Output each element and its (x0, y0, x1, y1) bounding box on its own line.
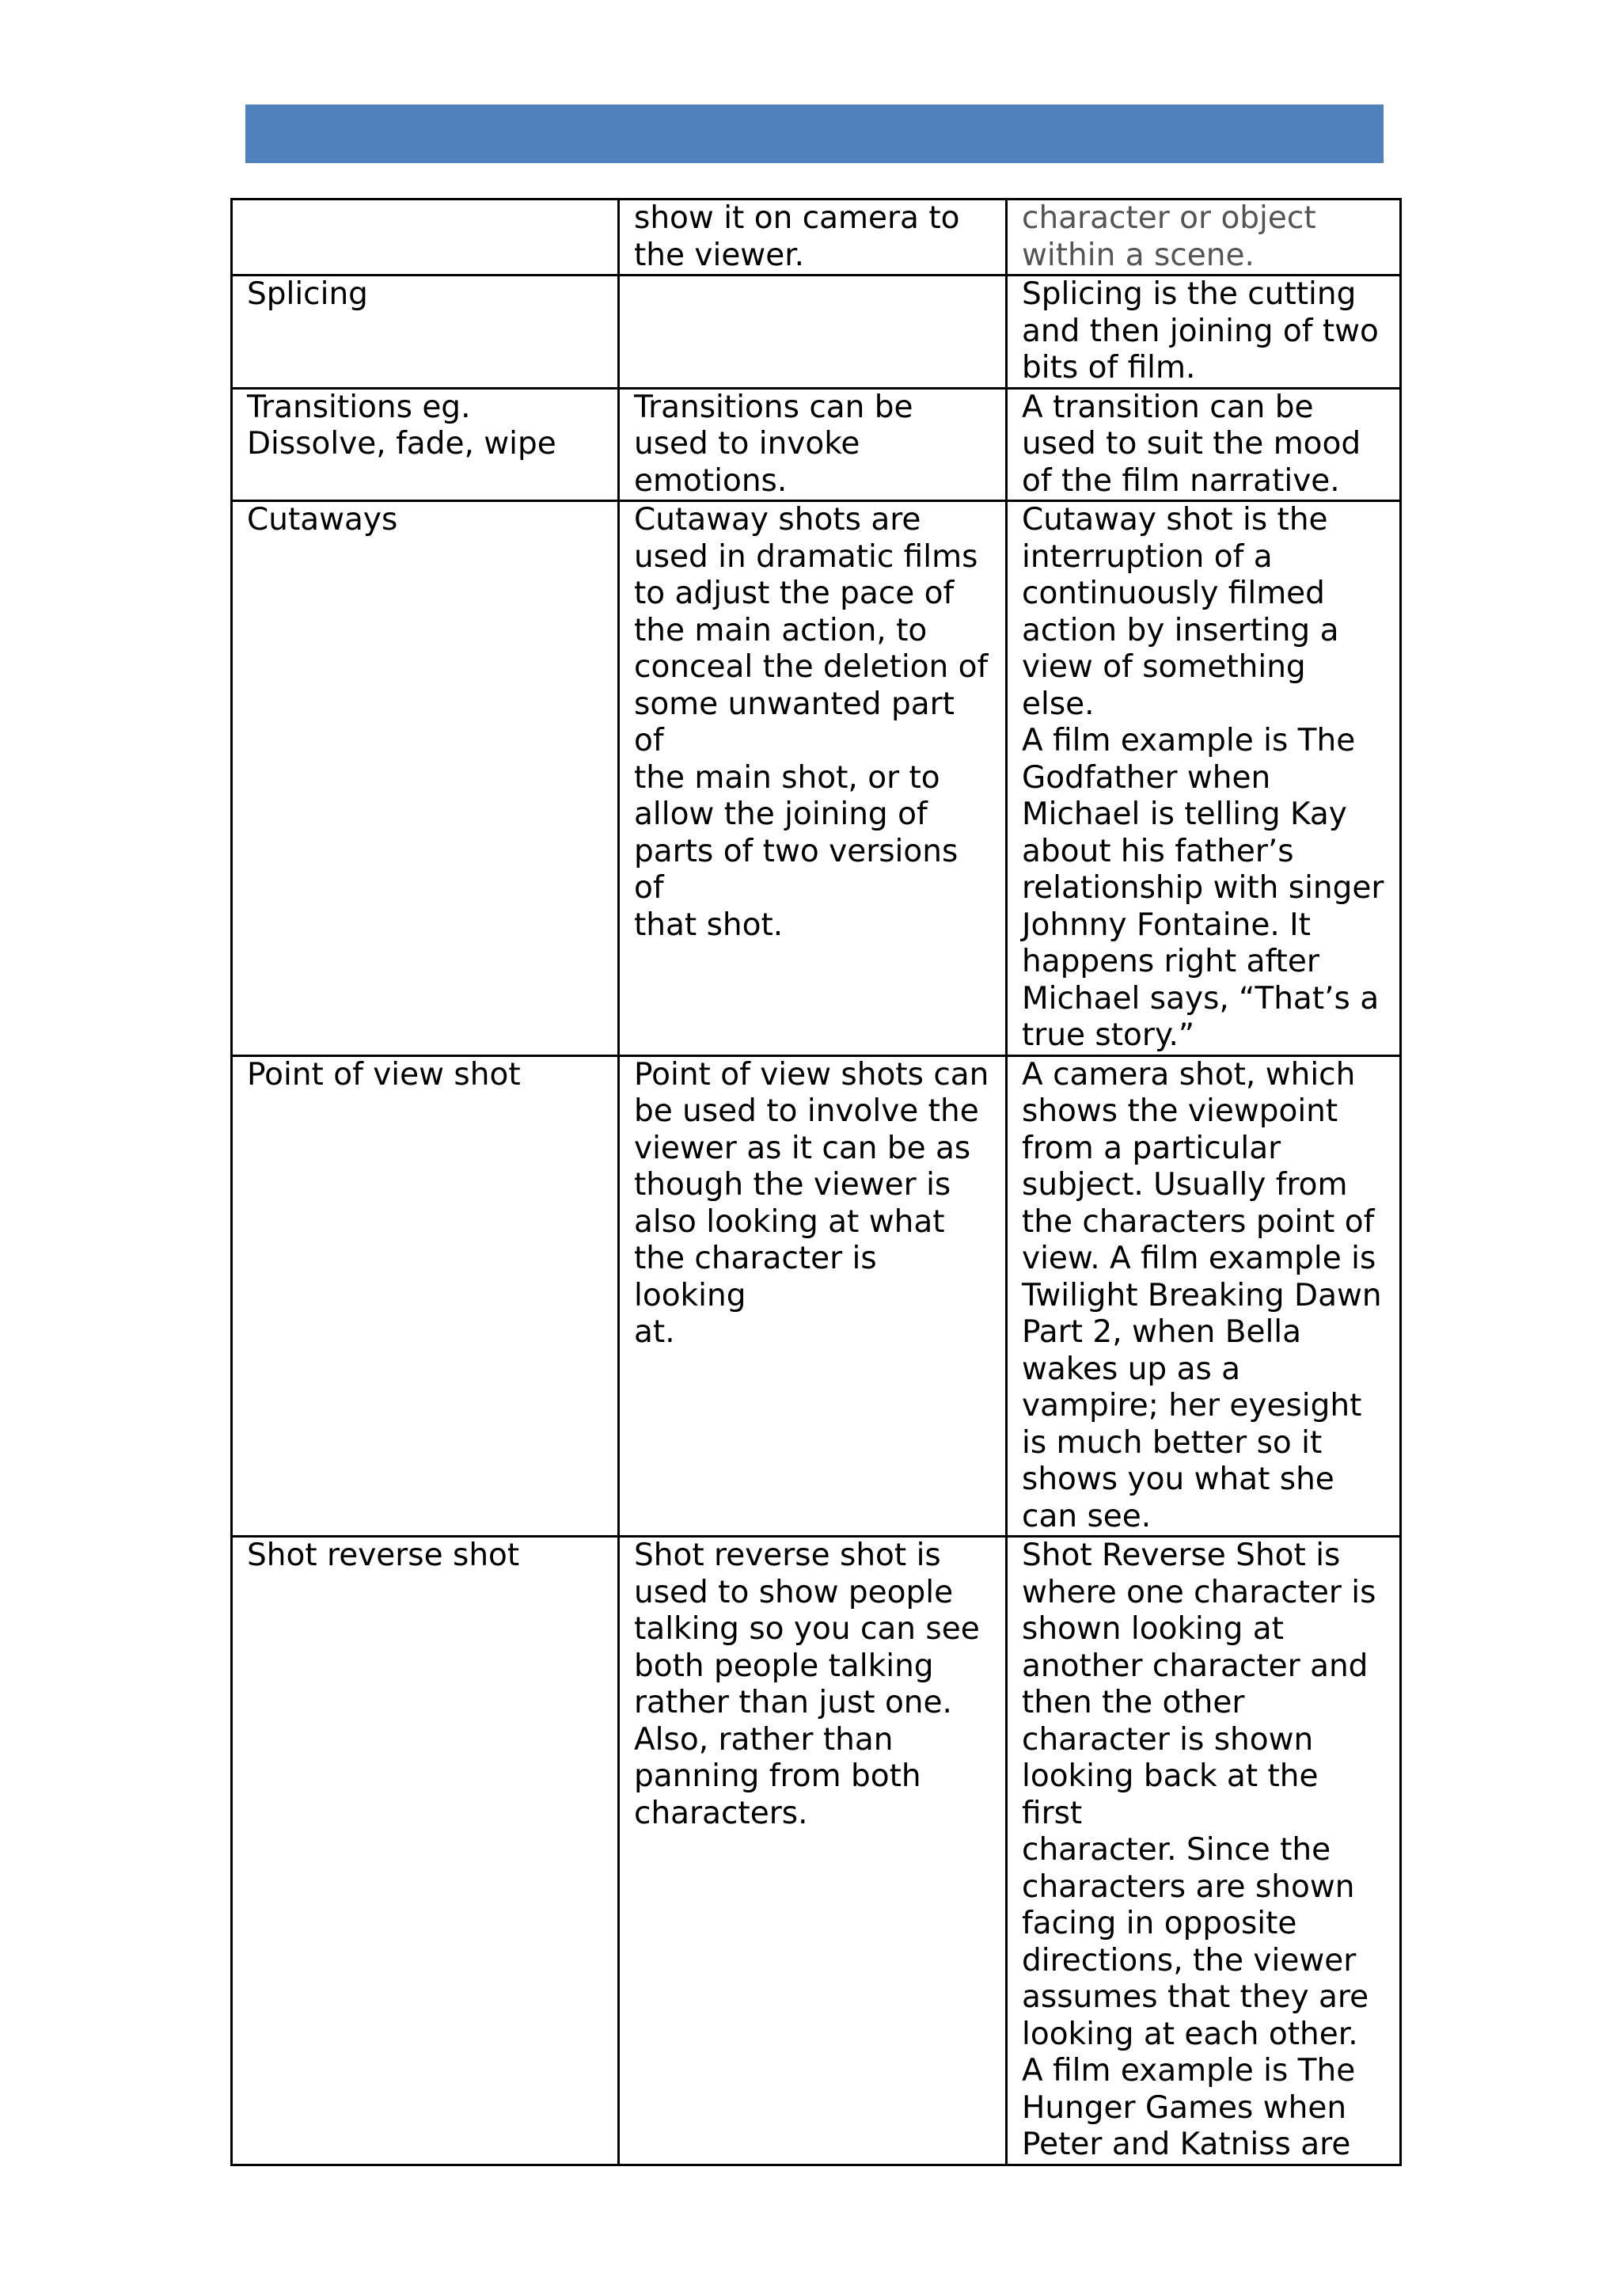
definition-cell: Splicing is the cutting and then joining of two bits of film. (1007, 276, 1401, 389)
definition-cell: A transition can be used to suit the mood of the film narrative. (1007, 388, 1401, 501)
header-bar (245, 105, 1384, 163)
table-row (232, 276, 1401, 389)
definition-cell: Shot Reverse Shot is where one character is shown looking at another character and then the other character is shown looking back at the first character. Since the characters are shown facing in opposite directions, the viewer assumes that they are looking at each other. A film example is The Hunger Games when Peter and Katniss are (1007, 1537, 1401, 2165)
term-cell (232, 200, 619, 276)
term-cell: Point of view shot (232, 1055, 619, 1537)
table-row (232, 1537, 1401, 2165)
use-cell: Point of view shots can be used to involve the viewer as it can be as though the viewer is also looking at what the character is looking at. (619, 1055, 1007, 1537)
film-techniques-table (230, 198, 1402, 2166)
term-cell: Transitions eg. Dissolve, fade, wipe (232, 388, 619, 501)
use-cell: Transitions can be used to invoke emotions. (619, 388, 1007, 501)
term-cell: Splicing (232, 276, 619, 389)
table-row (232, 1055, 1401, 1537)
use-cell: Cutaway shots are used in dramatic films to adjust the pace of the main action, to conceal the deletion of some unwanted part of the main shot, or to allow the joining of parts of two versions of that shot. (619, 501, 1007, 1056)
table-row (232, 501, 1401, 1056)
use-cell: show it on camera to the viewer. (619, 200, 1007, 276)
definition-cell: A camera shot, which shows the viewpoint from a particular subject. Usually from the characters point of view. A film example is Twilight Breaking Dawn Part 2, when Bella wakes up as a vampire; her eyesight is much better so it shows you what she can see. (1007, 1055, 1401, 1537)
use-cell: Shot reverse shot is used to show people talking so you can see both people talking rather than just one. Also, rather than panning from both characters. (619, 1537, 1007, 2165)
use-cell (619, 276, 1007, 389)
definition-cell: character or object within a scene. (1007, 200, 1401, 276)
table-row (232, 388, 1401, 501)
definition-cell: Cutaway shot is the interruption of a continuously filmed action by inserting a view of something else. A film example is The Godfather when Michael is telling Kay about his father’s relationship with singer Johnny Fontaine. It happens right after Michael says, “That’s a true story.” (1007, 501, 1401, 1056)
table-row (232, 200, 1401, 276)
term-cell: Shot reverse shot (232, 1537, 619, 2165)
term-cell: Cutaways (232, 501, 619, 1056)
